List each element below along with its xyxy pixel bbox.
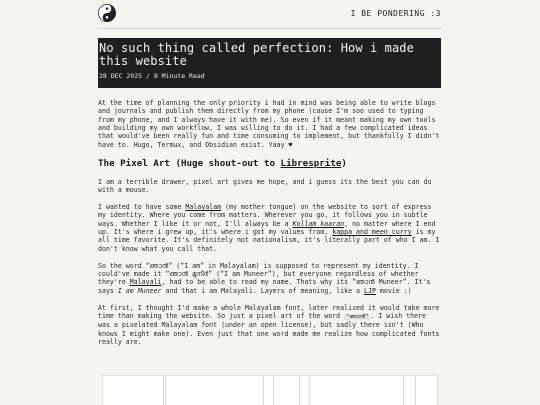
kollam-kaaran-text: Kollam kaaran xyxy=(292,219,345,228)
paragraph-identity xyxy=(98,203,441,253)
text-span: . I wish there was a pixelated Malayalam font (under an open license), but sadly there isn't (Who knows I might make one). Even just that one word made me realize how complicated fonts really are. xyxy=(98,311,440,346)
section-heading-close: ) xyxy=(341,157,347,169)
text-span: movie :) xyxy=(375,286,412,295)
malayali-link[interactable]: Malayali xyxy=(129,278,162,287)
site-header xyxy=(0,0,540,28)
pixel-art-image xyxy=(102,375,438,405)
intro-paragraph: At the time of planning the only priority i had in mind was being able to write blogs and journals and publish them directly from my phone (cause I'm soo used to typing from my phone, and I always have it with me). So even if it meant making my own tools and building my own workflow, I was willing to do it. I had a few complicated ideas that would've been really fun and time consuming to implement, but thankfully I didn't have to. Hugo, Termux, and Obsidian exist. Yaay ♥ xyxy=(98,99,440,149)
read-time: 8 Minute Read xyxy=(153,72,205,80)
inline-code: “ഞാൻ” xyxy=(346,313,369,320)
site-title[interactable]: I BE PONDERING :3 xyxy=(350,9,441,18)
text-span: , no matter where I end up. It's where i grew up, it's where i got my values from, xyxy=(98,219,436,236)
text-span: I wanted to have some xyxy=(98,202,186,211)
image-line xyxy=(263,376,264,405)
ljp-link[interactable]: LJP xyxy=(364,286,376,295)
yin-yang-icon[interactable] xyxy=(98,4,116,22)
kollam-kaaran-link[interactable] xyxy=(293,220,345,228)
image-line xyxy=(415,376,416,405)
post-date: 28 DEC 2025 xyxy=(99,72,143,80)
libresprite-link[interactable]: Libresprite xyxy=(280,157,342,169)
text-span: (my mother tongue) on the website to sort of express my identity. Where you come from matters. Wherever you go, it follows you in subtle ways. Whether I like it or not, I'll always be a xyxy=(98,202,432,228)
section-heading-pixel-art xyxy=(98,158,441,169)
text-span: So the word “ഞാൻ” (“I am” in Malayalam) is supposed to represent my identity. I could've made it “ഞാൻ മുനീർ” (“I am Muneer”), but everyone regardless of whether they're xyxy=(98,261,419,287)
paragraph-font xyxy=(98,304,441,347)
emphasis-text: I am Muneer xyxy=(117,286,162,295)
malayalam-link[interactable]: Malayalam xyxy=(185,202,222,211)
text-span: , had to be able to read my name. Thats why its “ഞാൻ Muneer”. It's says xyxy=(98,278,431,295)
image-line xyxy=(309,376,310,405)
paragraph-word-meaning xyxy=(98,262,441,295)
text-span: and that i am Malayali. Layers of meaning, like a xyxy=(161,286,364,295)
text-span: At first, I thought I'd make a whole Malayalam font, later realized it would take more time than making the website. So just a pixel art of the word xyxy=(98,303,440,320)
image-line xyxy=(273,376,274,405)
header-divider xyxy=(98,28,441,29)
section-heading-text: The Pixel Art (Huge shout-out to xyxy=(98,157,281,169)
image-line xyxy=(163,376,164,405)
image-line xyxy=(403,376,404,405)
post-content xyxy=(98,99,441,355)
kappa-meen-curry-link[interactable]: kappa and meen curry xyxy=(332,227,412,236)
meta-separator: / xyxy=(145,72,150,80)
image-line xyxy=(165,376,166,405)
post-meta xyxy=(99,72,440,80)
paragraph-drawing: I am a terrible drawer, pixel art gives me hope, and i guess its the best you can do with a mouse. xyxy=(98,177,432,194)
post-title-banner xyxy=(98,38,441,88)
image-line xyxy=(299,376,300,405)
post-title: No such thing called perfection: How i made this website xyxy=(99,41,414,68)
text-span: is my all time favorite. It's definitely not nationalism, it's literally part of who I am. I don't know what you call that. xyxy=(98,227,440,253)
